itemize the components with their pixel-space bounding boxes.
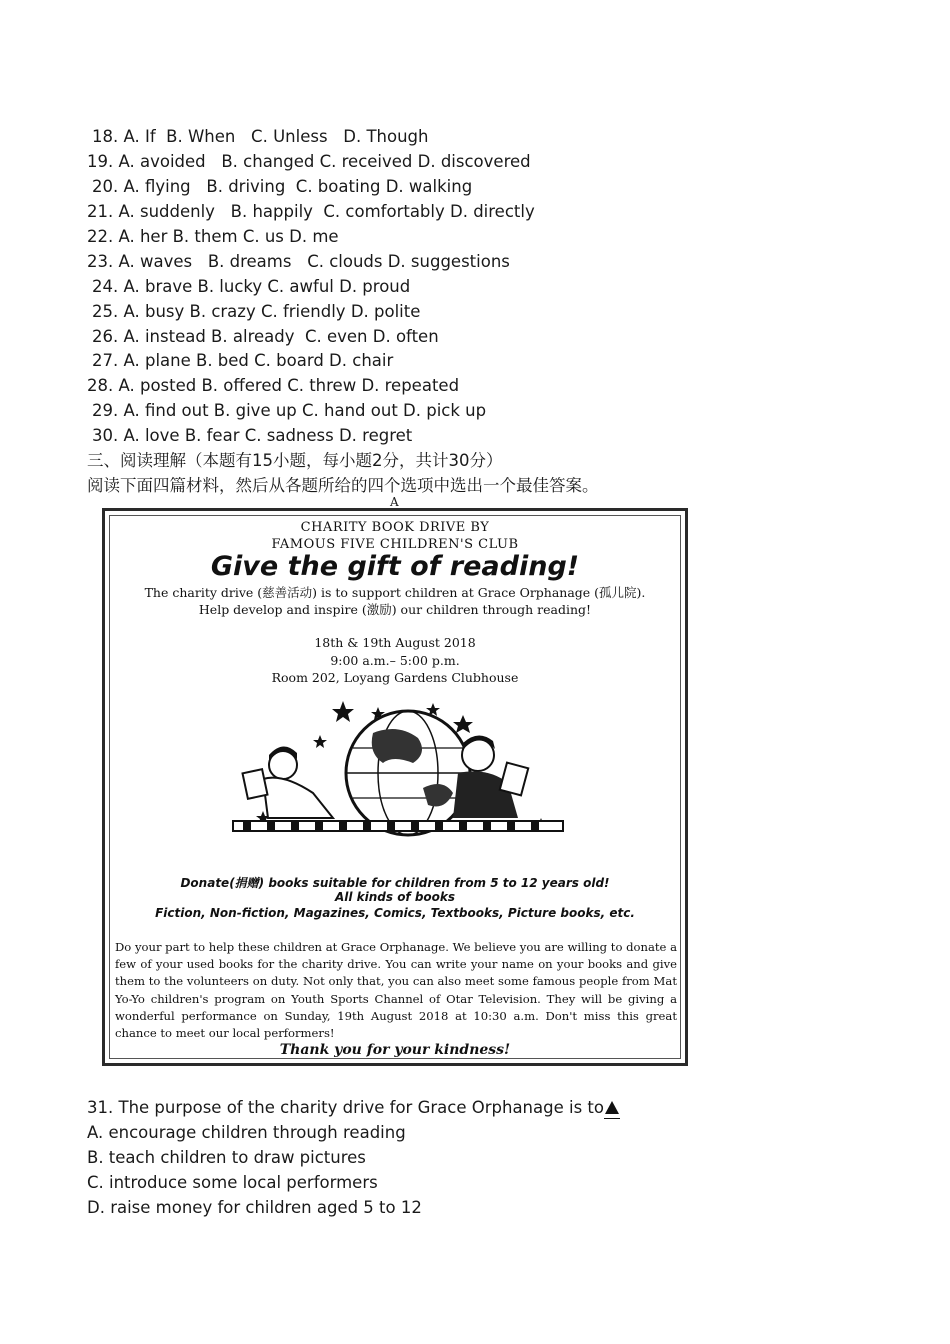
option-line-28: 28. A. posted B. offered C. threw D. repeated: [87, 376, 460, 395]
option-line-30: 30. A. love B. fear C. sadness D. regret: [92, 426, 413, 445]
option-line-24: 24. A. brave B. lucky C. awful D. proud: [92, 277, 411, 296]
option-line-27: 27. A. plane B. bed C. board D. chair: [92, 351, 394, 370]
question-31-choice-d: D. raise money for children aged 5 to 12: [87, 1198, 422, 1217]
option-line-18: 18. A. If B. When C. Unless D. Though: [92, 127, 429, 146]
poster-thanks: Thank you for your kindness!: [279, 1042, 511, 1058]
triangle-icon: [605, 1101, 619, 1114]
question-31-choice-c: C. introduce some local performers: [87, 1173, 378, 1192]
poster-header-line1: CHARITY BOOK DRIVE BY: [300, 520, 490, 535]
option-line-19: 19. A. avoided B. changed C. received D. discovered: [87, 152, 531, 171]
poster-donate-line: Donate(捐赠) books suitable for children from 5 to 12 years old!: [180, 876, 610, 890]
answer-blank: [604, 1098, 620, 1119]
poster-body-text: Do your part to help these children at Grace Orphanage. We believe you are willing to donate a few of your used books for the charity drive. You can write your name on your books and give them to the volunteers on duty. Not only that, you can also meet some famous people from Mat Yo-Yo children's program on Youth Sports Channel of Otar Television. They will be giving a wonderful performance on Sunday, 19th August 2018 at 10:30 a.m. Don't miss this great chance to meet our local performers!: [115, 940, 678, 1041]
poster-kinds-line: All kinds of books: [334, 890, 456, 904]
child-right-icon: [453, 735, 528, 818]
passage-marker: A: [390, 495, 399, 509]
question-31-choice-a: A. encourage children through reading: [87, 1123, 406, 1142]
poster-purpose-line: The charity drive (慈善活动) is to support children at Grace Orphanage (孤儿院).: [144, 585, 646, 600]
poster-types-line: Fiction, Non-fiction, Magazines, Comics, Textbooks, Picture books, etc.: [155, 906, 635, 920]
poster-time: 9:00 a.m.– 5:00 p.m.: [330, 653, 460, 668]
globe-reading-illustration: [223, 693, 573, 853]
section-instruction: 阅读下面四篇材料，然后从各题所给的四个选项中选出一个最佳答案。: [87, 476, 599, 495]
section-heading: 三、阅读理解（本题有15小题，每小题2分，共计30分）: [87, 451, 503, 470]
option-line-21: 21. A. suddenly B. happily C. comfortably D. directly: [87, 202, 535, 221]
option-line-29: 29. A. find out B. give up C. hand out D. pick up: [92, 401, 487, 420]
option-line-26: 26. A. instead B. already C. even D. often: [92, 327, 439, 346]
question-31-stem: [87, 1098, 620, 1119]
option-line-23: 23. A. waves B. dreams C. clouds D. suggestions: [87, 252, 510, 271]
poster-inspire-line: Help develop and inspire (激励) our children through reading!: [198, 602, 592, 617]
poster-slogan: Give the gift of reading!: [210, 551, 580, 582]
option-line-20: 20. A. flying B. driving C. boating D. walking: [92, 177, 473, 196]
poster-venue: Room 202, Loyang Gardens Clubhouse: [271, 670, 519, 685]
poster-header-line2: FAMOUS FIVE CHILDREN'S CLUB: [271, 537, 519, 552]
option-line-22: 22. A. her B. them C. us D. me: [87, 227, 339, 246]
option-line-25: 25. A. busy B. crazy C. friendly D. polite: [92, 302, 421, 321]
charity-poster: [102, 508, 688, 1066]
question-31-choice-b: B. teach children to draw pictures: [87, 1148, 366, 1167]
poster-date: 18th & 19th August 2018: [314, 635, 476, 650]
question-stem-text: 31. The purpose of the charity drive for Grace Orphanage is to: [87, 1098, 604, 1117]
child-left-icon: [243, 746, 333, 818]
